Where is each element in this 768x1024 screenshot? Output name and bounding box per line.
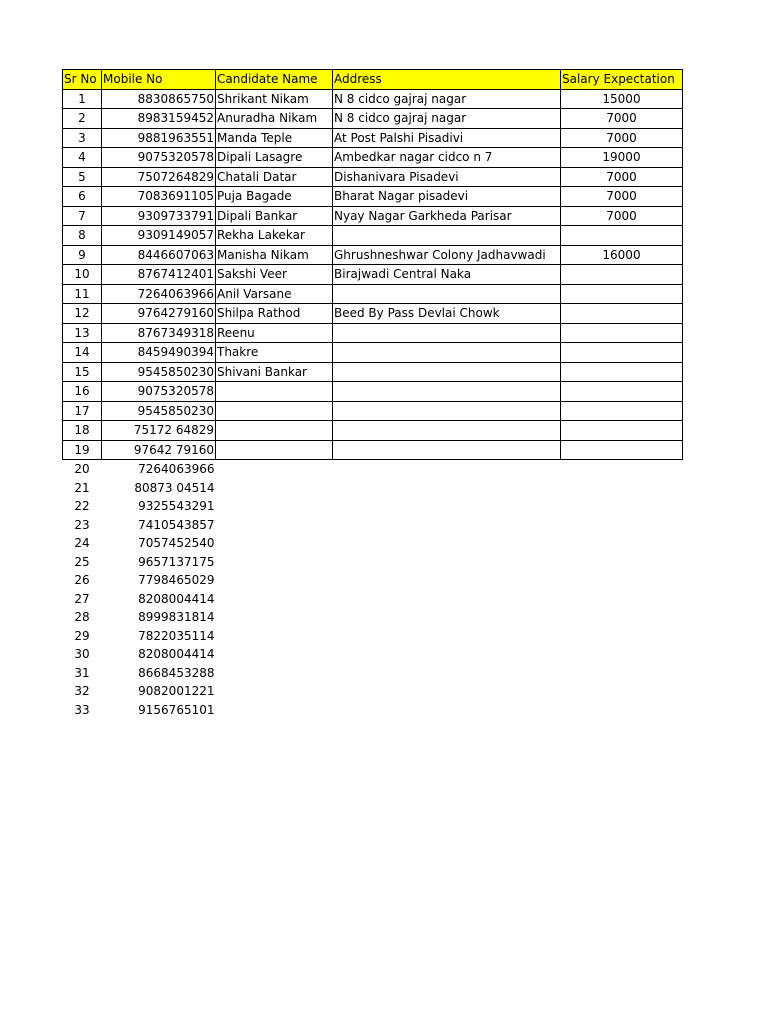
cell-candidate-name: Anil Varsane — [216, 284, 333, 304]
cell-salary-expectation: 7000 — [561, 187, 683, 207]
table-row — [63, 187, 683, 207]
table-row — [63, 497, 683, 516]
table-row — [63, 265, 683, 285]
cell-salary-expectation — [561, 401, 683, 421]
cell-mobile-no: 9309149057 — [102, 226, 216, 246]
cell-salary-expectation: 7000 — [561, 167, 683, 187]
cell-mobile-no: 97642 79160 — [102, 440, 216, 460]
cell-address — [333, 421, 561, 441]
cell-address — [333, 284, 561, 304]
cell-sr-no: 24 — [74, 536, 90, 551]
cell-candidate-name — [216, 701, 333, 720]
table-row — [63, 128, 683, 148]
cell-candidate-name: Thakre — [216, 343, 333, 363]
cell-address — [333, 645, 561, 664]
cell-mobile-no: 8999831814 — [138, 610, 215, 625]
cell-candidate-name: Chatali Datar — [216, 167, 333, 187]
cell-address: Bharat Nagar pisadevi — [333, 187, 561, 207]
cell-address: Birajwadi Central Naka — [333, 265, 561, 285]
cell-sr-no: 32 — [74, 684, 90, 699]
cell-salary-expectation — [561, 421, 683, 441]
cell-mobile-no: 9545850230 — [102, 401, 216, 421]
cell-salary-expectation: 16000 — [561, 245, 683, 265]
cell-sr-no: 28 — [74, 610, 90, 625]
cell-mobile-no: 7507264829 — [102, 167, 216, 187]
cell-address — [333, 701, 561, 720]
cell-candidate-name — [216, 460, 333, 479]
cell-address — [333, 534, 561, 553]
cell-address — [333, 516, 561, 535]
cell-mobile-no: 9082001221 — [138, 684, 215, 699]
cell-sr-no: 3 — [63, 128, 102, 148]
cell-mobile-no: 9156765101 — [138, 702, 215, 717]
table-row — [63, 245, 683, 265]
table-row — [63, 89, 683, 109]
cell-sr-no: 7 — [63, 206, 102, 226]
cell-sr-no: 11 — [63, 284, 102, 304]
cell-candidate-name — [216, 421, 333, 441]
cell-salary-expectation — [561, 323, 683, 343]
cell-salary-expectation — [561, 553, 683, 572]
cell-sr-no: 31 — [74, 665, 90, 680]
table-header — [63, 70, 683, 90]
cell-candidate-name — [216, 682, 333, 701]
header-row — [63, 70, 683, 90]
table-row — [63, 460, 683, 479]
cell-salary-expectation — [561, 265, 683, 285]
cell-mobile-no: 8208004414 — [138, 647, 215, 662]
cell-mobile-no: 8830865750 — [102, 89, 216, 109]
cell-sr-no: 22 — [74, 499, 90, 514]
cell-mobile-no: 8446607063 — [102, 245, 216, 265]
header-candidate-name: Candidate Name — [216, 70, 333, 90]
cell-candidate-name: Rekha Lakekar — [216, 226, 333, 246]
cell-mobile-no: 75172 64829 — [102, 421, 216, 441]
cell-sr-no: 15 — [63, 362, 102, 382]
cell-mobile-no: 9657137175 — [138, 554, 215, 569]
cell-address — [333, 590, 561, 609]
table-row — [63, 382, 683, 402]
cell-address — [333, 323, 561, 343]
cell-salary-expectation — [561, 590, 683, 609]
cell-address — [333, 362, 561, 382]
cell-sr-no: 18 — [63, 421, 102, 441]
cell-mobile-no: 9075320578 — [102, 148, 216, 168]
cell-sr-no: 21 — [74, 480, 90, 495]
cell-salary-expectation — [561, 497, 683, 516]
cell-address — [333, 553, 561, 572]
cell-sr-no: 9 — [63, 245, 102, 265]
cell-mobile-no: 8459490394 — [102, 343, 216, 363]
cell-salary-expectation: 7000 — [561, 128, 683, 148]
table-row — [63, 226, 683, 246]
header-mobile-no: Mobile No — [102, 70, 216, 90]
cell-sr-no: 29 — [74, 628, 90, 643]
cell-salary-expectation — [561, 534, 683, 553]
cell-candidate-name: Dipali Bankar — [216, 206, 333, 226]
cell-sr-no: 25 — [74, 554, 90, 569]
cell-candidate-name: Anuradha Nikam — [216, 109, 333, 129]
cell-salary-expectation — [561, 516, 683, 535]
cell-sr-no: 14 — [63, 343, 102, 363]
table-row — [63, 516, 683, 535]
cell-candidate-name — [216, 571, 333, 590]
cell-address: Dishanivara Pisadevi — [333, 167, 561, 187]
table-row — [63, 590, 683, 609]
cell-salary-expectation — [561, 343, 683, 363]
cell-sr-no: 1 — [63, 89, 102, 109]
cell-sr-no: 20 — [74, 462, 90, 477]
cell-candidate-name — [216, 534, 333, 553]
cell-salary-expectation — [561, 226, 683, 246]
cell-address — [333, 479, 561, 498]
cell-candidate-name: Shrikant Nikam — [216, 89, 333, 109]
cell-candidate-name — [216, 440, 333, 460]
table-row — [63, 206, 683, 226]
cell-sr-no: 2 — [63, 109, 102, 129]
cell-salary-expectation — [561, 460, 683, 479]
cell-address — [333, 664, 561, 683]
cell-sr-no: 6 — [63, 187, 102, 207]
cell-address — [333, 571, 561, 590]
cell-candidate-name: Reenu — [216, 323, 333, 343]
cell-salary-expectation: 19000 — [561, 148, 683, 168]
cell-candidate-name — [216, 497, 333, 516]
cell-candidate-name — [216, 479, 333, 498]
table-row — [63, 645, 683, 664]
cell-candidate-name — [216, 645, 333, 664]
cell-candidate-name: Shivani Bankar — [216, 362, 333, 382]
cell-mobile-no: 8767412401 — [102, 265, 216, 285]
cell-candidate-name: Dipali Lasagre — [216, 148, 333, 168]
table-row — [63, 608, 683, 627]
cell-sr-no: 16 — [63, 382, 102, 402]
table-row — [63, 421, 683, 441]
cell-sr-no: 19 — [63, 440, 102, 460]
cell-sr-no: 5 — [63, 167, 102, 187]
cell-address — [333, 226, 561, 246]
cell-address — [333, 627, 561, 646]
cell-sr-no: 12 — [63, 304, 102, 324]
cell-mobile-no: 9075320578 — [102, 382, 216, 402]
cell-mobile-no: 7410543857 — [138, 517, 215, 532]
cell-address — [333, 401, 561, 421]
cell-address: Ambedkar nagar cidco n 7 — [333, 148, 561, 168]
cell-address — [333, 608, 561, 627]
cell-address — [333, 682, 561, 701]
table-row — [63, 553, 683, 572]
cell-address — [333, 343, 561, 363]
cell-candidate-name — [216, 516, 333, 535]
cell-sr-no: 23 — [74, 517, 90, 532]
table-row — [63, 109, 683, 129]
cell-sr-no: 33 — [74, 702, 90, 717]
cell-candidate-name: Manda Teple — [216, 128, 333, 148]
cell-mobile-no: 9881963551 — [102, 128, 216, 148]
cell-sr-no: 27 — [74, 591, 90, 606]
cell-candidate-name — [216, 608, 333, 627]
cell-sr-no: 4 — [63, 148, 102, 168]
cell-candidate-name: Manisha Nikam — [216, 245, 333, 265]
cell-salary-expectation — [561, 627, 683, 646]
cell-address: N 8 cidco gajraj nagar — [333, 109, 561, 129]
table-row — [63, 627, 683, 646]
cell-salary-expectation — [561, 645, 683, 664]
header-salary-expectation: Salary Expectation — [561, 70, 683, 90]
table-row — [63, 440, 683, 460]
cell-mobile-no: 80873 04514 — [134, 480, 215, 495]
cell-address — [333, 440, 561, 460]
table-row — [63, 534, 683, 553]
cell-address — [333, 460, 561, 479]
table-row — [63, 304, 683, 324]
cell-address: Ghrushneshwar Colony Jadhavwadi — [333, 245, 561, 265]
cell-salary-expectation — [561, 479, 683, 498]
cell-sr-no: 8 — [63, 226, 102, 246]
table-row — [63, 664, 683, 683]
cell-candidate-name: Sakshi Veer — [216, 265, 333, 285]
cell-salary-expectation — [561, 304, 683, 324]
cell-address: At Post Palshi Pisadivi — [333, 128, 561, 148]
cell-candidate-name — [216, 553, 333, 572]
cell-salary-expectation — [561, 571, 683, 590]
cell-salary-expectation — [561, 284, 683, 304]
table-row — [63, 323, 683, 343]
cell-mobile-no: 7057452540 — [138, 536, 215, 551]
cell-address: Beed By Pass Devlai Chowk — [333, 304, 561, 324]
cell-sr-no: 13 — [63, 323, 102, 343]
cell-mobile-no: 9764279160 — [102, 304, 216, 324]
cell-salary-expectation — [561, 664, 683, 683]
table-row — [63, 167, 683, 187]
cell-sr-no: 10 — [63, 265, 102, 285]
table-row — [63, 479, 683, 498]
cell-salary-expectation: 7000 — [561, 109, 683, 129]
cell-address — [333, 382, 561, 402]
cell-candidate-name — [216, 590, 333, 609]
cell-salary-expectation — [561, 382, 683, 402]
cell-mobile-no: 9309733791 — [102, 206, 216, 226]
cell-address: N 8 cidco gajraj nagar — [333, 89, 561, 109]
cell-candidate-name — [216, 627, 333, 646]
cell-salary-expectation — [561, 440, 683, 460]
cell-mobile-no: 8983159452 — [102, 109, 216, 129]
table-row — [63, 701, 683, 720]
cell-candidate-name: Shilpa Rathod — [216, 304, 333, 324]
cell-salary-expectation — [561, 608, 683, 627]
cell-sr-no: 30 — [74, 647, 90, 662]
candidate-table — [62, 69, 683, 719]
table-row — [63, 682, 683, 701]
cell-salary-expectation: 15000 — [561, 89, 683, 109]
header-address: Address — [333, 70, 561, 90]
cell-candidate-name: Puja Bagade — [216, 187, 333, 207]
cell-mobile-no: 7264063966 — [138, 462, 215, 477]
cell-salary-expectation — [561, 682, 683, 701]
cell-mobile-no: 8668453288 — [138, 665, 215, 680]
table-body — [63, 89, 683, 719]
cell-mobile-no: 9545850230 — [102, 362, 216, 382]
cell-mobile-no: 9325543291 — [138, 499, 215, 514]
cell-candidate-name — [216, 382, 333, 402]
table-row — [63, 362, 683, 382]
header-sr-no: Sr No — [63, 70, 102, 90]
table-row — [63, 571, 683, 590]
cell-mobile-no: 7798465029 — [138, 573, 215, 588]
cell-salary-expectation — [561, 701, 683, 720]
cell-address: Nyay Nagar Garkheda Parisar — [333, 206, 561, 226]
table-row — [63, 148, 683, 168]
cell-salary-expectation — [561, 362, 683, 382]
cell-sr-no: 17 — [63, 401, 102, 421]
cell-address — [333, 497, 561, 516]
cell-mobile-no: 8767349318 — [102, 323, 216, 343]
table-row — [63, 401, 683, 421]
cell-mobile-no: 7822035114 — [138, 628, 215, 643]
cell-mobile-no: 7264063966 — [102, 284, 216, 304]
cell-mobile-no: 7083691105 — [102, 187, 216, 207]
table-row — [63, 343, 683, 363]
cell-candidate-name — [216, 401, 333, 421]
cell-salary-expectation: 7000 — [561, 206, 683, 226]
table-row — [63, 284, 683, 304]
cell-candidate-name — [216, 664, 333, 683]
cell-mobile-no: 8208004414 — [138, 591, 215, 606]
cell-sr-no: 26 — [74, 573, 90, 588]
